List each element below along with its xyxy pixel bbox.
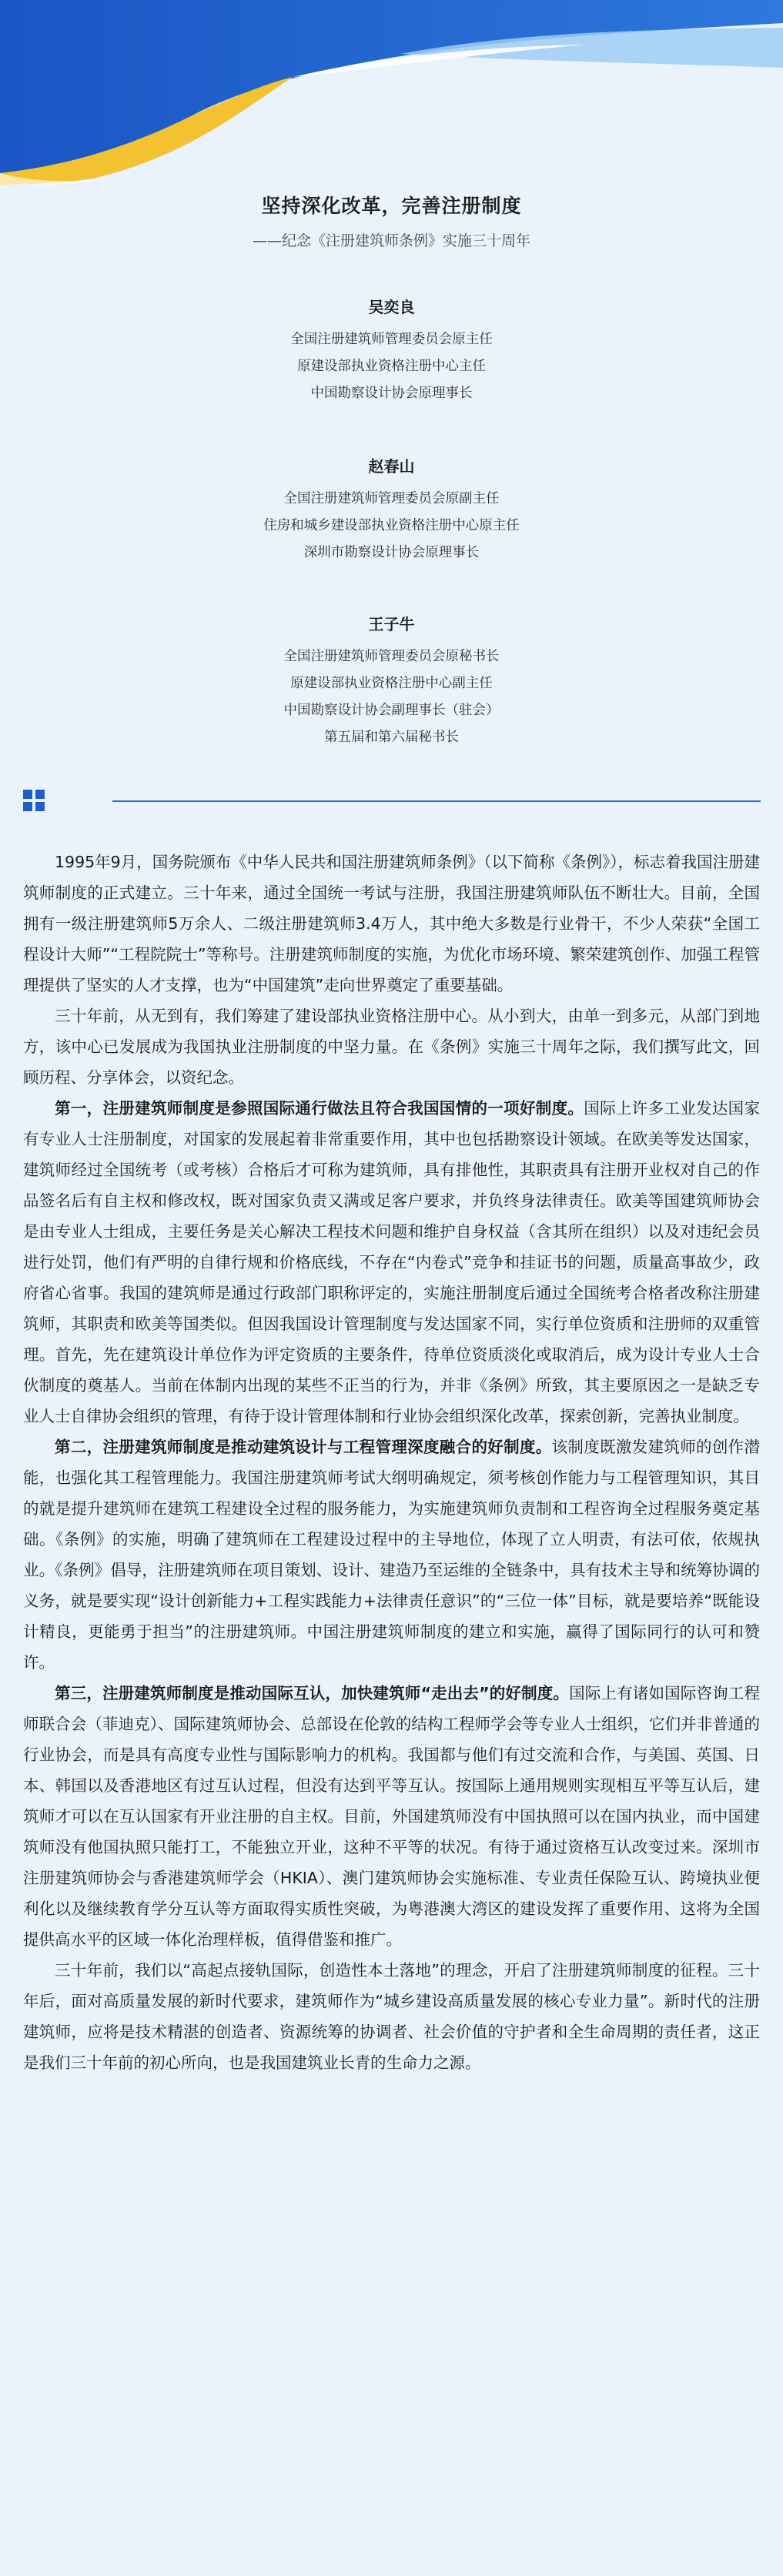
header-wave-decoration — [0, 0, 783, 185]
author-title: 全国注册建筑师管理委员会原主任 — [290, 332, 493, 347]
author-title: 原建设部执业资格注册中心主任 — [297, 359, 486, 374]
article-body — [23, 847, 760, 2078]
author-title: 中国勘察设计协会副理事长（驻会） — [283, 703, 500, 718]
author-block-2 — [0, 454, 783, 566]
author-title: 住房和城乡建设部执业资格注册中心原主任 — [263, 518, 520, 533]
author-title: 第五届和第六届秘书长 — [324, 730, 459, 745]
section-divider — [23, 790, 760, 816]
paragraph-3 — [23, 1093, 760, 1432]
paragraph-1: 1995年9月，国务院颁布《中华人民共和国注册建筑师条例》（以下简称《条例》），标志着我国注册建筑师制度的正式建立。三十年来，通过全国统一考试与注册，我国注册建筑师队伍不断壮大。目前，全国拥有一级注册建筑师5万余人、二级注册建筑师3.4万人，其中绝大多数是行业骨干，不少人荣获“全国工程设计大师”“工程院院士”等称号。注册建筑师制度的实施，为优化市场环境、繁荣建筑创作、加强工程管理提供了坚实的人才支撑，也为“中国建筑”走向世界奠定了重要基础。 — [23, 853, 760, 994]
paragraph-6: 三十年前，我们以“高起点接轨国际，创造性本土落地”的理念，开启了注册建筑师制度的征程。三十年后，面对高质量发展的新时代要求，建筑师作为“城乡建设高质量发展的核心专业力量”。新时代的注册建筑师，应将是技术精湛的创造者、资源统筹的协调者、社会价值的守护者和全生命周期的责任者，这正是我们三十年前的初心所向，也是我国建筑业长青的生命力之源。 — [23, 1961, 760, 2072]
paragraph-2: 三十年前，从无到有，我们筹建了建设部执业资格注册中心。从小到大，由单一到多元，从部门到地方，该中心已发展成为我国执业注册制度的中坚力量。在《条例》实施三十周年之际，我们撰写此文，回顾历程、分享体会，以资纪念。 — [23, 1007, 760, 1087]
author-title: 全国注册建筑师管理委员会原副主任 — [283, 491, 500, 506]
paragraph-heading: 第三，注册建筑师制度是推动国际互认，加快建筑师“走出去”的好制度。 — [55, 1684, 570, 1702]
author-name: 王子牛 — [368, 615, 415, 633]
paragraph-5 — [23, 1678, 760, 1955]
author-name: 赵春山 — [368, 457, 415, 476]
article-subtitle: ——纪念《注册建筑师条例》实施三十周年 — [252, 232, 530, 249]
paragraph-text: 国际上许多工业发达国家有专业人士注册制度，对国家的发展起着非常重要作用，其中也包括勘察设计领域。在欧美等发达国家，建筑师经过全国统考（或考核）合格后才可称为建筑师，具有排他性，其职责具有注册开业权对自己的作品签名后有自主权和修改权，既对国家负责又满或足客户要求，并负终身法律责任。欧美等国建筑师协会是由专业人士组成，主要任务是关心解决工程技术问题和维护自身权益（含其所在组织）以及对违纪会员进行处罚，他们有严明的自律行规和价格底线，不存在“内卷式”竞争和挂证书的问题，质量高事故少，政府省心省事。我国的建筑师是通过行政部门职称评定的，实施注册制度后通过全国统考合格者改称注册建筑师，其职责和欧美等国类似。但因我国设计管理制度与发达国家不同，实行单位资质和注册师的双重管理。首先，先在建筑设计单位作为评定资质的主要条件，待单位资质淡化或取消后，成为设计专业人士合伙制度的奠基人。当前在体制内出现的某些不正当的行为，并非《条例》所致，其主要原因之一是缺乏专业人士自律协会组织的管理，有待于设计管理体制和行业协会组织深化改革，探索创新，完善执业制度。 — [23, 1099, 761, 1425]
author-name: 吴奕良 — [368, 298, 415, 316]
divider-line — [112, 800, 761, 802]
paragraph-heading: 第二，注册建筑师制度是推动建筑设计与工程管理深度融合的好制度。 — [55, 1438, 552, 1456]
title-block — [0, 191, 783, 250]
author-title: 中国勘察设计协会原理事长 — [310, 386, 473, 401]
author-block-1 — [0, 295, 783, 407]
article-title: 坚持深化改革，完善注册制度 — [261, 195, 522, 217]
author-title: 深圳市勘察设计协会原理事长 — [303, 545, 480, 560]
author-title: 原建设部执业资格注册中心副主任 — [290, 676, 493, 691]
paragraph-4 — [23, 1432, 760, 1678]
author-block-3 — [0, 612, 783, 751]
author-title: 全国注册建筑师管理委员会原秘书长 — [283, 649, 500, 664]
grid-icon — [23, 790, 45, 811]
paragraph-heading: 第一，注册建筑师制度是参照国际通行做法且符合我国国情的一项好制度。 — [55, 1099, 584, 1118]
paragraph-text: 该制度既激发建筑师的创作潜能，也强化其工程管理能力。我国注册建筑师考试大纲明确规定，须考核创作能力与工程管理知识，其目的就是提升建筑师在建筑工程建设全过程的服务能力，为实施建筑师负责制和工程咨询全过程服务奠定基础。《条例》的实施，明确了建筑师在工程建设过程中的主导地位，体现了立人明责，有法可依，依规执业。《条例》倡导，注册建筑师在项目策划、设计、建造乃至运维的全链条中，具有技术主导和统筹协调的义务，就是要实现“设计创新能力+工程实践能力+法律责任意识”的“三位一体”目标，就是要培养“既能设计精良，更能勇于担当”的注册建筑师。中国注册建筑师制度的建立和实施，赢得了国际同行的认可和赞许。 — [23, 1438, 761, 1672]
paragraph-text: 国际上有诸如国际咨询工程师联合会（菲迪克）、国际建筑师协会、总部设在伦敦的结构工程师学会等专业人士组织，它们并非普通的行业协会，而是具有高度专业性与国际影响力的机构。我国都与他们有过交流和合作，与美国、英国、日本、韩国以及香港地区有过互认过程，但没有达到平等互认。按国际上通用规则实现相互平等互认后，建筑师才可以在互认国家有开业注册的自主权。目前，外国建筑师没有中国执照可以在国内执业，而中国建筑师没有他国执照只能打工，不能独立开业，这种不平等的状况。有待于通过资格互认改变过来。深圳市注册建筑师协会与香港建筑师学会（HKIA）、澳门建筑师协会实施标准、专业责任保险互认、跨境执业便利化以及继续教育学分互认等方面取得实质性突破，为粤港澳大湾区的建设发挥了重要作用、这将为全国提供高水平的区域一体化治理样板，值得借鉴和推广。 — [23, 1684, 760, 1949]
